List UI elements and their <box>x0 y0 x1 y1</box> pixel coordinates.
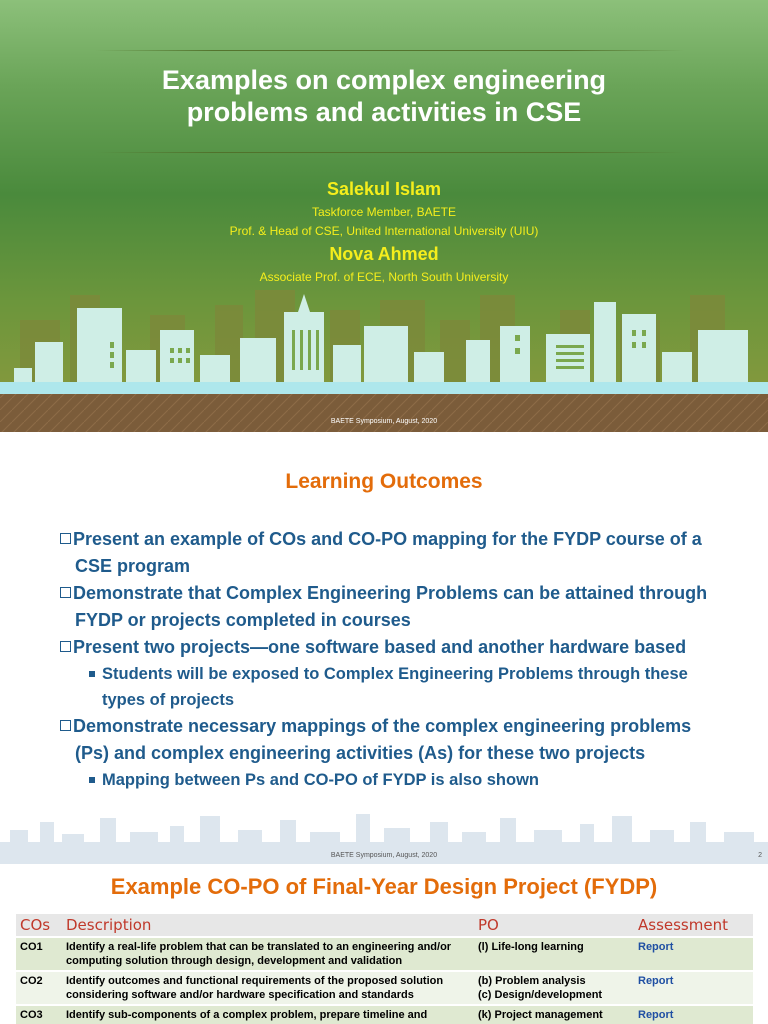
slide-title: Example CO-PO of Final-Year Design Project (FYDP) <box>110 874 658 899</box>
po-cell: (k) Project management <box>474 1005 634 1024</box>
outcome-item: Demonstrate that Complex Engineering Problems can be attained through FYDP or projects completed in courses <box>60 580 730 634</box>
description-cell: Identify outcomes and functional requirements of the proposed solution considering software and/or hardware specification and standards <box>62 971 474 1005</box>
title-slide <box>0 0 768 432</box>
author-1-affiliation: Prof. & Head of CSE, United International University (UIU) <box>229 224 539 238</box>
co-po-table <box>16 914 753 1024</box>
outcome-subitem: Mapping between Ps and CO-PO of FYDP is also shown <box>60 767 730 793</box>
table-row <box>16 937 753 971</box>
header-assessment: Assessment <box>634 914 753 937</box>
checkbox-bullet-icon <box>60 641 71 652</box>
assessment-cell: Report <box>634 1005 753 1024</box>
outcome-subitem: Students will be exposed to Complex Engineering Problems through these types of projects <box>60 661 730 713</box>
co-cell: CO1 <box>16 937 62 971</box>
square-bullet-icon <box>89 777 95 783</box>
author-2-affiliation: Associate Prof. of ECE, North South University <box>259 270 509 284</box>
description-cell: Identify a real-life problem that can be translated to an engineering and/or computing solution through design, development and validation <box>62 937 474 971</box>
co-cell: CO3 <box>16 1005 62 1024</box>
outcome-list <box>60 526 730 793</box>
outcome-item: Present an example of COs and CO-PO mapping for the FYDP course of a CSE program <box>60 526 730 580</box>
description-cell: Identify sub-components of a complex problem, prepare timeline and <box>62 1005 474 1024</box>
top-divider <box>95 50 685 51</box>
learning-outcomes-slide <box>0 432 768 864</box>
table-header-row <box>16 914 753 937</box>
city-skyline-illustration <box>0 290 768 432</box>
author-1-role: Taskforce Member, BAETE <box>311 205 457 219</box>
title-line-1: Examples on complex engineering <box>161 65 607 95</box>
page-number: 2 <box>758 852 762 859</box>
checkbox-bullet-icon <box>60 587 71 598</box>
square-bullet-icon <box>89 671 95 677</box>
slide-footer: BAETE Symposium, August, 2020 <box>330 418 438 425</box>
author-2-name: Nova Ahmed <box>329 244 439 264</box>
assessment-cell: Report <box>634 971 753 1005</box>
slide-footer: BAETE Symposium, August, 2020 <box>330 852 438 859</box>
header-cos: COs <box>16 914 62 937</box>
checkbox-bullet-icon <box>60 720 71 731</box>
author-1-name: Salekul Islam <box>326 179 442 199</box>
table-row <box>16 1005 753 1024</box>
slide-title: Learning Outcomes <box>285 470 483 493</box>
outcome-item: Demonstrate necessary mappings of the complex engineering problems (Ps) and complex engineering activities (As) for these two projects <box>60 713 730 767</box>
bottom-divider <box>95 152 685 153</box>
po-cell: (l) Life-long learning <box>474 937 634 971</box>
header-po: PO <box>474 914 634 937</box>
po-cell: (b) Problem analysis (c) Design/development <box>474 971 634 1005</box>
table-row <box>16 971 753 1005</box>
assessment-cell: Report <box>634 937 753 971</box>
title-line-2: problems and activities in CSE <box>186 97 582 127</box>
co-cell: CO2 <box>16 971 62 1005</box>
co-po-slide <box>0 864 768 1024</box>
outcome-item: Present two projects—one software based and another hardware based <box>60 634 730 661</box>
header-description: Description <box>62 914 474 937</box>
slide-title <box>60 64 708 128</box>
checkbox-bullet-icon <box>60 533 71 544</box>
